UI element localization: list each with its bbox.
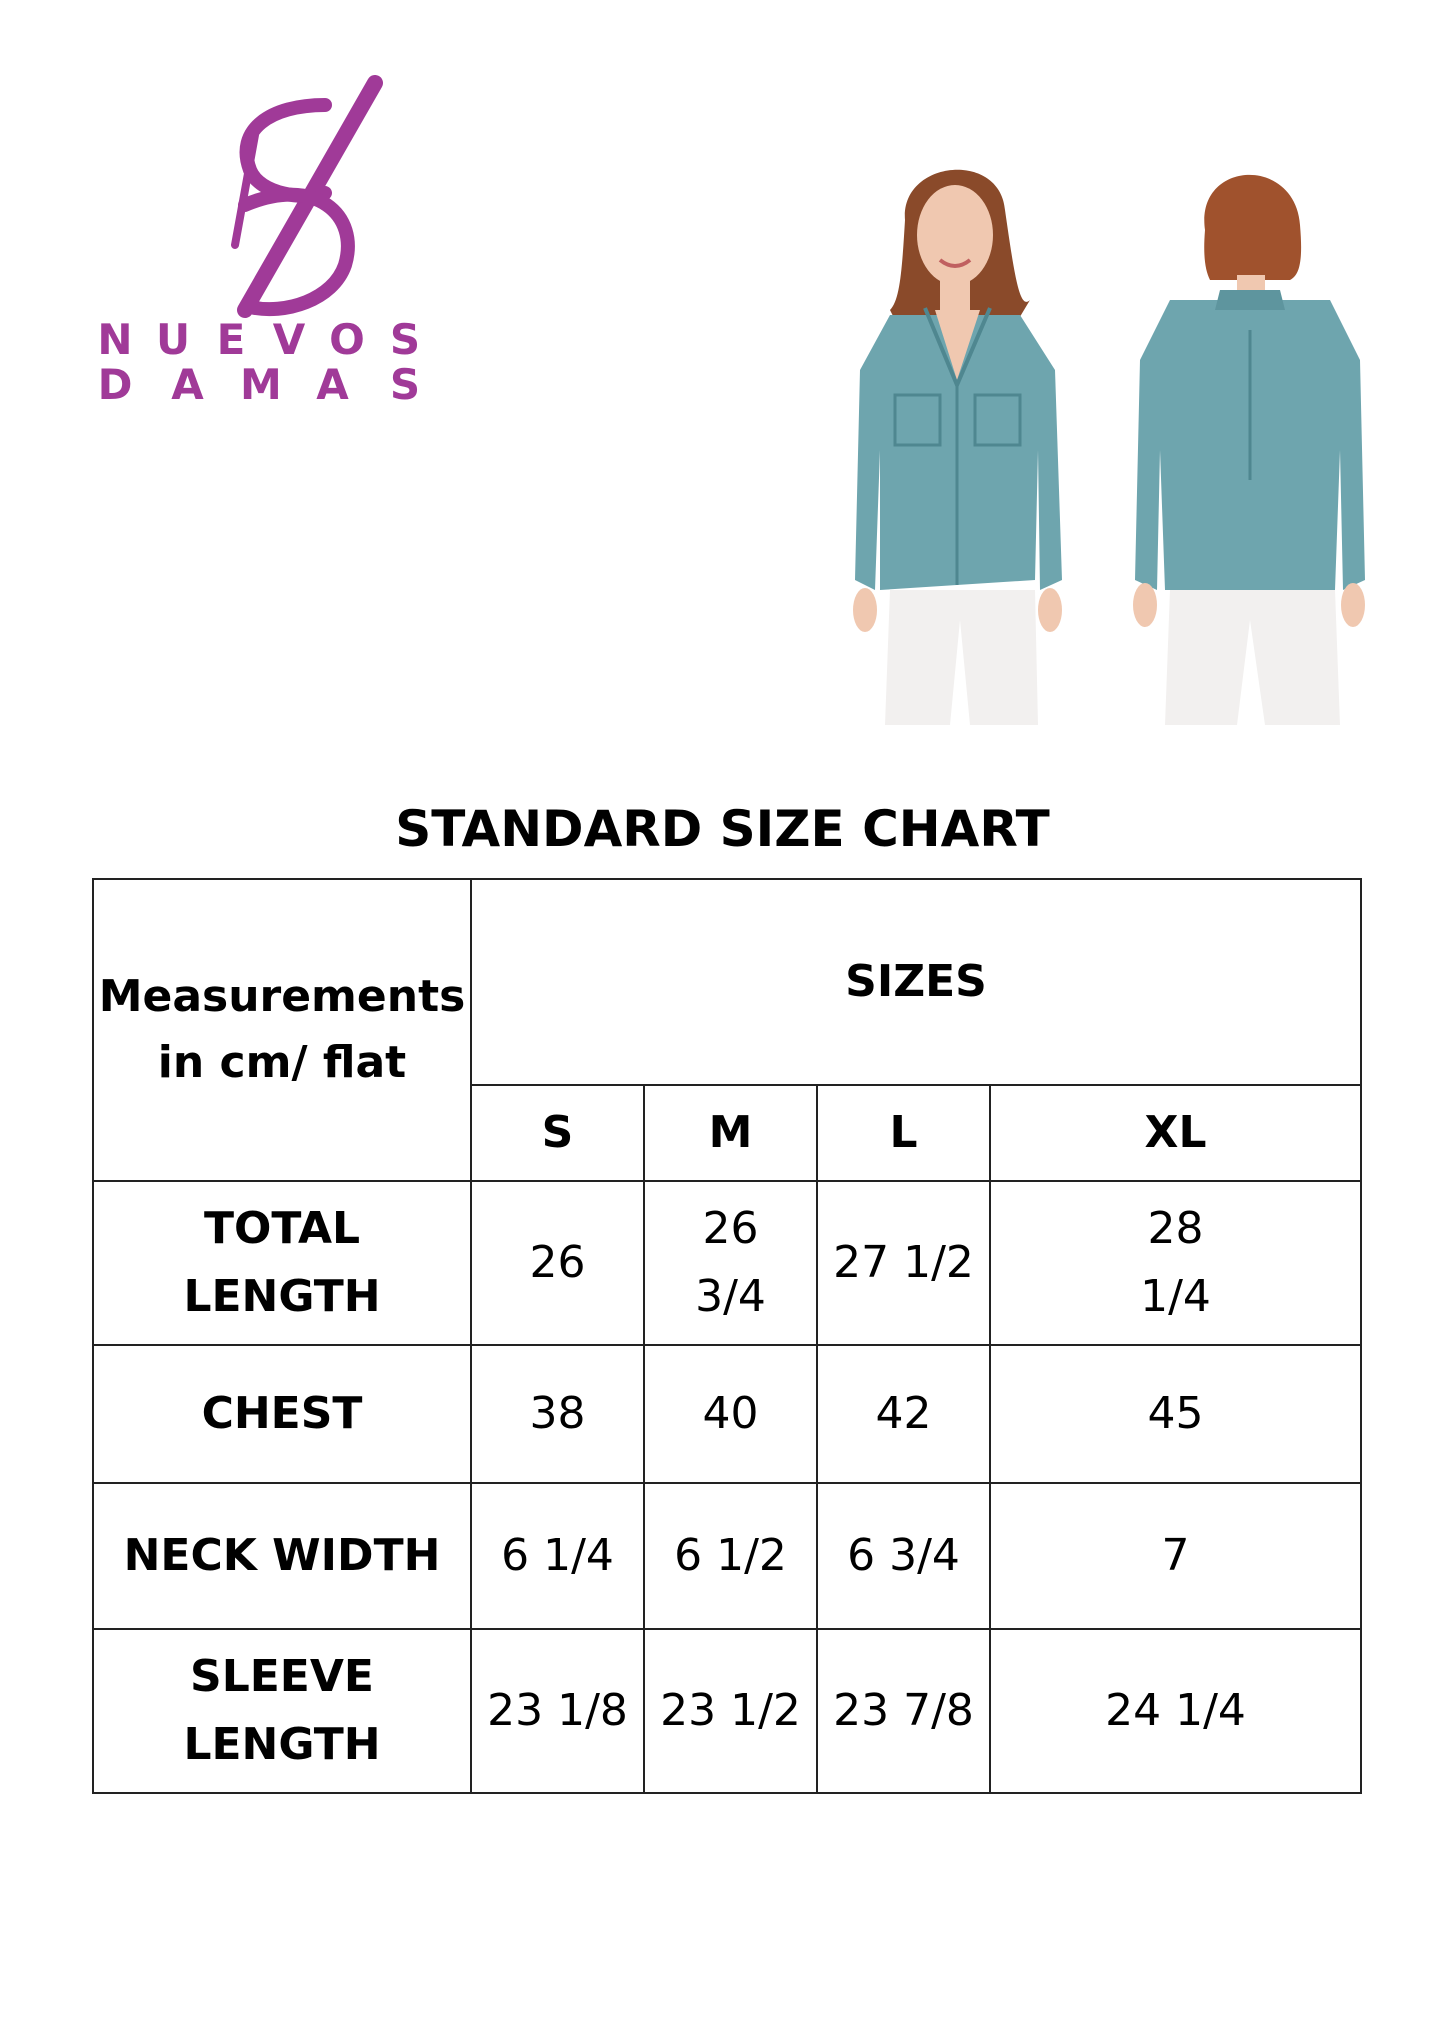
table-cell: 42 [817, 1345, 990, 1483]
row-label: SLEEVE LENGTH [93, 1629, 471, 1793]
size-chart-table [92, 878, 1362, 1794]
model-back-image [1125, 150, 1365, 730]
table-cell: 40 [644, 1345, 817, 1483]
table-cell: 24 1/4 [990, 1629, 1361, 1793]
brand-name-line2: D A M A S [97, 360, 421, 409]
table-cell: 27 1/2 [817, 1181, 990, 1345]
size-l: L [817, 1085, 990, 1181]
table-cell: 38 [471, 1345, 644, 1483]
size-s: S [471, 1085, 644, 1181]
table-cell: 28 1/4 [990, 1181, 1361, 1345]
row-label: CHEST [93, 1345, 471, 1483]
table-cell: 6 1/2 [644, 1483, 817, 1629]
row-label: TOTAL LENGTH [93, 1181, 471, 1345]
table-row [93, 1629, 1361, 1793]
row-label: NECK WIDTH [93, 1483, 471, 1629]
chart-title: STANDARD SIZE CHART [395, 800, 1050, 858]
model-front-image [840, 150, 1080, 730]
signature-monogram-icon [175, 75, 405, 325]
table-cell: 23 1/8 [471, 1629, 644, 1793]
size-xl: XL [990, 1085, 1361, 1181]
brand-name-line1: N U E V O S [97, 315, 421, 364]
table-row [93, 1345, 1361, 1483]
size-m: M [644, 1085, 817, 1181]
table-cell: 7 [990, 1483, 1361, 1629]
sizes-header: SIZES [471, 879, 1361, 1085]
table-cell: 26 [471, 1181, 644, 1345]
table-cell: 6 3/4 [817, 1483, 990, 1629]
table-row [93, 1181, 1361, 1345]
table-cell: 45 [990, 1345, 1361, 1483]
measurement-header: Measurements in cm/ flat [93, 879, 471, 1181]
table-row [93, 1483, 1361, 1629]
header-row [93, 879, 1361, 1085]
table-cell: 23 7/8 [817, 1629, 990, 1793]
table-cell: 6 1/4 [471, 1483, 644, 1629]
table-cell: 23 1/2 [644, 1629, 817, 1793]
table-cell: 26 3/4 [644, 1181, 817, 1345]
brand-logo [95, 75, 435, 415]
